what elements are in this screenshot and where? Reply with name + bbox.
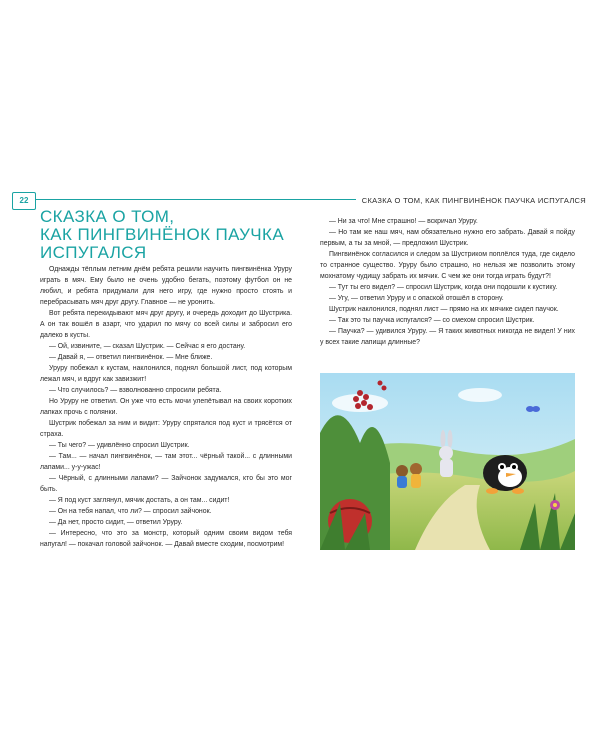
paragraph: Но Уруру не ответил. Он уже что есть мочи улепётывал на своих коротких лапках прочь с полянки. bbox=[40, 398, 292, 416]
chapter-title-line: ИСПУГАЛСЯ bbox=[40, 243, 147, 262]
page-number: 22 bbox=[12, 192, 36, 210]
story-illustration bbox=[320, 373, 575, 550]
paragraph: — Паучка? — удивился Уруру. — Я таких животных никогда не видел! У них у всех такие лапищи длинные? bbox=[320, 328, 575, 346]
chapter-title-line: СКАЗКА О ТОМ, bbox=[40, 207, 175, 226]
chapter-title bbox=[40, 208, 290, 262]
paragraph: Однажды тёплым летним днём ребята решили научить пингвинёнка Уруру играть в мяч. Ему было не очень удобно бегать, поэтому футбол он не любил, и ребята придумали для него игру, где нужно просто стоять и перебрасывать мяч друг другу. Главное — не уронить. bbox=[40, 266, 292, 306]
paragraph: — Да нет, просто сидит, — ответил Уруру. bbox=[49, 519, 183, 526]
paragraph: — Чёрный, с длинными лапами? — Зайчонок задумался, кто бы это мог быть. bbox=[40, 475, 292, 493]
paragraph: Вот ребята перекидывают мяч друг другу, и очередь доходит до Шустрика. А он так вошёл в азарт, что ударил по мячу со всей силы и забросил его далеко в кусты. bbox=[40, 310, 292, 339]
cloud bbox=[458, 388, 502, 402]
paragraph: — Что случилось? — взволнованно спросили ребята. bbox=[49, 387, 222, 394]
paragraph: Шустрик побежал за ним и видит: Уруру спрятался под куст и трясётся от страха. bbox=[40, 420, 292, 438]
paragraph: — Ты чего? — удивлённо спросил Шустрик. bbox=[49, 442, 190, 449]
paragraph: Пингвинёнок согласился и следом за Шустриком поплёлся туда, где сидело то странное существо. Уруру было страшно, но нельзя же позволить этому мохнатому чудищу забрать их мячик. С чем же они тогда играть будут?! bbox=[320, 251, 575, 280]
paragraph: Уруру побежал к кустам, наклонился, поднял большой лист, под которым лежал мяч, и вдруг как завизжит! bbox=[40, 365, 292, 383]
cloud bbox=[332, 394, 388, 412]
left-text-column bbox=[40, 264, 292, 550]
paragraph: — Тут ты его видел? — спросил Шустрик, когда они подошли к кустику. bbox=[329, 284, 558, 291]
paragraph: — Я под куст заглянул, мячик достать, а он там... сидит! bbox=[49, 497, 230, 504]
paragraph: — Ни за что! Мне страшно! — вскричал Уруру. bbox=[329, 218, 478, 225]
paragraph: — Интересно, что это за монстр, который одним своим видом тебя напугал! — покачал головой зайчонок. — Давай вместе сходим, посмотрим! bbox=[40, 530, 292, 548]
running-head: СКАЗКА О ТОМ, КАК ПИНГВИНЁНОК ПАУЧКА ИСПУГАЛСЯ bbox=[356, 196, 586, 205]
paragraph: Шустрик наклонился, поднял лист — прямо на их мячике сидел паучок. bbox=[329, 306, 559, 313]
paragraph: — Угу, — ответил Уруру и с опаской отошёл в сторону. bbox=[329, 295, 504, 302]
flower bbox=[550, 500, 560, 510]
paragraph: — Он на тебя напал, что ли? — спросил зайчонок. bbox=[49, 508, 212, 515]
right-text-column bbox=[320, 216, 575, 348]
chapter-title-line: КАК ПИНГВИНЁНОК ПАУЧКА bbox=[40, 225, 285, 244]
paragraph: — Там... — начал пингвинёнок, — там этот... чёрный такой... с длинными лапами... у-у-ужас! bbox=[40, 453, 292, 471]
paragraph: — Так это ты паучка испугался? — со смехом спросил Шустрик. bbox=[329, 317, 535, 324]
paragraph: — Давай я, — ответил пингвинёнок. — Мне ближе. bbox=[49, 354, 213, 361]
paragraph: — Ой, извините, — сказал Шустрик. — Сейчас я его достану. bbox=[49, 343, 246, 350]
paragraph: — Но там же наш мяч, нам обязательно нужно его забрать. Давай я пойду первым, а ты за мной, — предложил Шустрик. bbox=[320, 229, 575, 247]
